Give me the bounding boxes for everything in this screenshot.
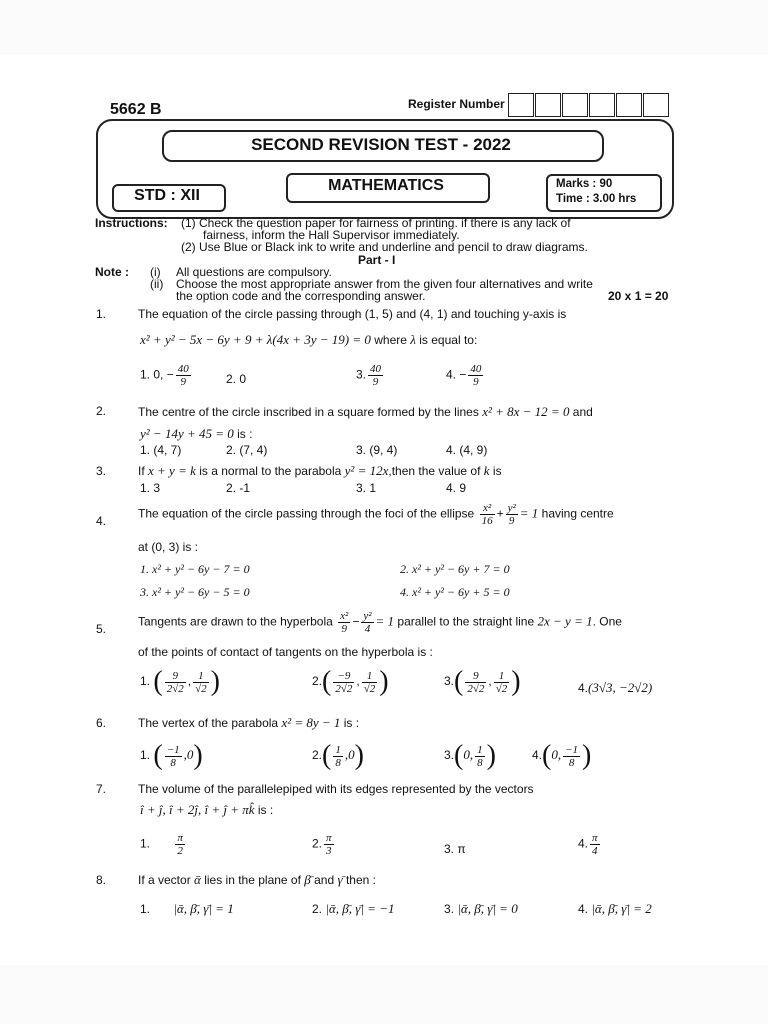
std-label: STD : XII	[134, 187, 200, 204]
numerator: 40	[470, 363, 482, 375]
option-label: 2.	[312, 902, 323, 916]
question-1-equation: x² + y² − 5x − 6y + 9 + λ(4x + 3y − 19) = 0	[140, 332, 371, 347]
numerator: 40	[370, 363, 382, 375]
denominator: 8	[170, 756, 176, 769]
option-3	[356, 363, 385, 388]
fraction	[333, 744, 343, 769]
question-4-equals: = 1	[519, 505, 539, 521]
fraction	[506, 502, 518, 527]
option-label: 3.	[356, 367, 367, 382]
instructions-label: Instructions:	[95, 216, 168, 230]
option-4: 4. 9	[446, 481, 467, 495]
question-8-and: and	[314, 873, 335, 887]
question-3-is: is	[492, 464, 502, 478]
option-4: 4. x² + y² − 6y + 5 = 0	[400, 585, 510, 599]
note-i-text: All questions are compulsory.	[176, 265, 332, 279]
option-3	[444, 901, 518, 917]
fraction	[333, 670, 354, 695]
option-3: 3.(0, $\frac{1}{8}$ )	[444, 740, 496, 771]
question-8-line	[138, 872, 376, 888]
subject-label: MATHEMATICS	[328, 177, 444, 194]
option-2: 2.( $\frac{1}{8}$ ,0)	[312, 740, 364, 771]
denominator: 9	[180, 376, 186, 388]
lambda-symbol: λ	[410, 332, 416, 347]
numerator: π	[177, 832, 183, 844]
option-2: 2. 0	[226, 372, 247, 386]
question-2-line	[138, 404, 593, 420]
denominator: √2	[195, 682, 207, 695]
register-box	[589, 93, 615, 117]
note-label: Note :	[95, 265, 129, 279]
question-7-tail: is :	[257, 803, 274, 817]
numerator: y²	[507, 502, 516, 514]
question-3-equation-2: y² = 12x	[344, 463, 389, 478]
question-5-line-2: of the points of contact of tangents on the hyperbola is :	[138, 645, 433, 659]
option-1	[140, 901, 234, 917]
option-label: 3.	[444, 674, 455, 689]
option-3: 3.( $\frac{9}{2√2}$ , $\frac{1}{√2}$ )	[444, 666, 521, 697]
numerator: 40	[177, 363, 189, 375]
question-6-line	[138, 715, 359, 731]
question-3-mid: is a normal to the parabola	[199, 464, 342, 478]
question-2-and: and	[572, 405, 593, 419]
question-3-line	[138, 463, 502, 479]
option-label: 1.	[140, 836, 151, 851]
fraction	[324, 832, 334, 857]
question-number: 2.	[96, 404, 107, 418]
denominator: 2√2	[335, 682, 353, 695]
numerator: 9	[465, 670, 486, 683]
numerator: 1	[335, 743, 341, 756]
option-1: 1. (4, 7)	[140, 443, 182, 457]
fraction	[475, 744, 485, 769]
question-number: 8.	[96, 873, 107, 887]
option-label: 1.	[140, 748, 151, 763]
denominator: 2√2	[166, 682, 184, 695]
question-1-where: where	[374, 333, 407, 347]
question-1-equation-line	[140, 332, 477, 348]
denominator: 3	[326, 845, 332, 857]
option-rest: ,0	[344, 747, 355, 763]
numerator: 9	[165, 670, 186, 683]
question-4-tail: having centre	[541, 506, 614, 521]
section-marks: 20 x 1 = 20	[608, 289, 669, 303]
beta-vector: β̄	[304, 872, 311, 887]
question-5-text: Tangents are drawn to the hyperbola	[138, 614, 333, 629]
option-4	[578, 832, 602, 857]
question-5-mid: parallel to the straight line	[397, 614, 535, 629]
option-2	[312, 832, 336, 857]
option-pre: 0,	[551, 747, 562, 763]
option-4	[578, 680, 652, 696]
denominator: √2	[495, 682, 508, 695]
question-number: 3.	[96, 464, 107, 478]
question-5-equals: = 1	[375, 613, 395, 629]
register-box	[508, 93, 534, 117]
note-ii-text-b: the option code and the corresponding answer.	[176, 289, 426, 303]
question-2-tail: is :	[237, 427, 253, 441]
register-number-label: Register Number	[408, 97, 505, 111]
note-ii-marker: (ii)	[150, 277, 164, 291]
question-number: 6.	[96, 716, 107, 730]
register-box	[562, 93, 588, 117]
question-3-tail: ,then the value of	[388, 464, 481, 478]
denominator: √2	[363, 682, 376, 695]
option-4	[446, 363, 485, 388]
fraction	[563, 744, 580, 769]
fraction	[468, 363, 483, 388]
instruction-1b: fairness, inform the Hall Supervisor immediately.	[203, 228, 460, 242]
option-label: 4.	[532, 748, 543, 763]
question-5-line: Tangents are drawn to the hyperbola $\frac{\text{x²}}{9}$ − $\frac{\text{y²}}{4}$ = 1 parallel to the straight line 2x − y = 1. One	[138, 610, 622, 635]
fraction	[361, 610, 373, 635]
denominator: 8	[335, 756, 341, 769]
question-4-line-2: at (0, 3) is :	[138, 540, 199, 554]
k-symbol: k	[483, 463, 490, 478]
fraction	[494, 670, 510, 695]
question-2-equation-1: x² + 8x − 12 = 0	[482, 404, 570, 419]
fraction	[590, 832, 600, 857]
option-value: |ᾱ, β̄, γ̄| = 0	[457, 901, 518, 916]
option-3: 3. x² + y² − 6y − 5 = 0	[140, 585, 250, 599]
option-label: 2.	[312, 748, 323, 763]
question-2-text: The centre of the circle inscribed in a square formed by the lines	[138, 405, 479, 419]
option-label: 3.	[444, 902, 455, 916]
option-2: 2. x² + y² − 6y + 7 = 0	[400, 562, 510, 576]
fraction	[165, 744, 182, 769]
option-2: 2.( $\frac{-9}{2√2}$ , $\frac{1}{√2}$ )	[312, 666, 389, 697]
fraction	[193, 670, 209, 695]
denominator: 4	[364, 623, 371, 635]
option-label: 3.	[444, 748, 455, 763]
option-label: 2.	[312, 674, 323, 689]
question-3-if: If	[138, 464, 145, 478]
denominator: 2	[177, 845, 183, 857]
denominator: 9	[473, 376, 479, 388]
question-1-text: The equation of the circle passing through (1, 5) and (4, 1) and touching y-axis is	[138, 307, 567, 321]
option-4: 4.(0, $\frac{-1}{8}$ )	[532, 740, 592, 771]
register-box	[616, 93, 642, 117]
option-4: 4. (4, 9)	[446, 443, 488, 457]
numerator: 1	[193, 670, 209, 683]
marks-label: Marks : 90	[556, 178, 613, 190]
question-5-tail: . One	[592, 614, 622, 629]
fraction	[480, 502, 495, 527]
question-number: 7.	[96, 782, 107, 796]
numerator: π	[592, 832, 598, 844]
denominator: 8	[568, 756, 575, 769]
question-2-line-2	[140, 426, 252, 442]
option-3: 3. 1	[356, 481, 377, 495]
gamma-vector: γ̄	[337, 872, 343, 887]
numerator: π	[326, 832, 332, 844]
question-7-vectors: î + ĵ, î + 2ĵ, î + ĵ + πk̂	[140, 802, 255, 817]
denominator: 4	[592, 845, 598, 857]
numerator: 1	[494, 670, 510, 683]
denominator: 9	[372, 376, 379, 388]
option-1: 1. x² + y² − 6y − 7 = 0	[140, 562, 250, 576]
register-box	[535, 93, 561, 117]
option-value: |ᾱ, β̄, γ̄| = 1	[173, 901, 234, 916]
option-2	[312, 901, 394, 917]
question-number: 4.	[96, 514, 107, 528]
question-8-pre: If a vector	[138, 873, 191, 887]
numerator: x²	[480, 502, 495, 515]
option-label: 4.	[578, 902, 589, 916]
option-label: 1.	[140, 902, 151, 916]
option-1	[140, 363, 193, 388]
fraction	[362, 670, 378, 695]
question-5-line-equation: 2x − y = 1	[537, 613, 593, 629]
option-value: |ᾱ, β̄, γ̄| = 2	[591, 901, 652, 916]
option-label: 1.	[140, 674, 151, 689]
option-2: 2. -1	[226, 481, 251, 495]
numerator: x²	[340, 610, 349, 622]
question-6-equation: x² = 8y − 1	[281, 715, 341, 730]
fraction	[175, 832, 185, 857]
question-number: 5.	[96, 622, 107, 636]
numerator: 1	[362, 670, 378, 683]
question-8-tail: then :	[345, 873, 376, 887]
option-1: 1. ( $\frac{-1}{8}$ ,0)	[140, 740, 203, 771]
option-value: (3√3, −2√2)	[588, 680, 653, 695]
question-6-text: The vertex of the parabola	[138, 716, 279, 730]
numerator: y²	[363, 610, 372, 622]
part-heading: Part - I	[358, 253, 396, 267]
question-6-tail: is :	[343, 716, 360, 730]
option-value: |ᾱ, β̄, γ̄| = −1	[325, 901, 395, 916]
question-7-text: The volume of the parallelepiped with its edges represented by the vectors	[138, 782, 534, 796]
option-label: 4.	[578, 681, 589, 695]
option-label: 4. −	[446, 367, 467, 382]
question-number: 1.	[96, 307, 107, 321]
instruction-1: (1) Check the question paper for fairness of printing. if there is any lack of	[181, 216, 571, 230]
option-3: 3. (9, 4)	[356, 443, 398, 457]
fraction	[176, 363, 191, 388]
option-rest: ,0	[183, 747, 194, 763]
option-4	[578, 901, 652, 917]
alpha-vector: ᾱ	[194, 872, 201, 887]
register-box	[643, 93, 669, 117]
note-i-marker: (i)	[150, 265, 161, 279]
question-4-text: The equation of the circle passing through the foci of the ellipse	[138, 506, 475, 521]
fraction	[165, 670, 186, 695]
paper-code: 5662 B	[110, 101, 162, 118]
question-4-line: The equation of the circle passing through the foci of the ellipse $\frac{\text{x²}}{16}$ + $\frac{\text{y²}}{9}$ = 1 having centre	[138, 502, 614, 527]
option-1	[140, 832, 187, 857]
numerator: −1	[166, 743, 180, 756]
question-2-equation-2: y² − 14y + 45 = 0	[140, 426, 234, 441]
instruction-2: (2) Use Blue or Black ink to write and underline and pencil to draw diagrams.	[181, 240, 588, 254]
fraction	[465, 670, 486, 695]
denominator: 8	[477, 756, 483, 769]
option-label: 1. 0, −	[140, 367, 174, 382]
option-2: 2. (7, 4)	[226, 443, 268, 457]
option-3: 3. π	[444, 842, 466, 856]
note-ii-text: Choose the most appropriate answer from the given four alternatives and write	[176, 277, 593, 291]
option-label: 2.	[312, 836, 323, 851]
denominator: 2√2	[467, 682, 485, 695]
denominator: 9	[508, 515, 515, 527]
question-1-tail: is equal to:	[419, 333, 478, 347]
numerator: 1	[477, 743, 483, 756]
numerator: −1	[565, 743, 579, 756]
question-8-mid: lies in the plane of	[204, 873, 301, 887]
exam-title: SECOND REVISION TEST - 2022	[251, 135, 511, 154]
fraction	[338, 610, 350, 635]
option-label: 4.	[578, 836, 589, 851]
option-1: 1. 3	[140, 481, 161, 495]
denominator: 16	[481, 515, 493, 527]
option-1: 1. ( $\frac{9}{2√2}$ , $\frac{1}{√2}$ )	[140, 666, 220, 697]
fraction	[368, 363, 383, 388]
numerator: −9	[333, 670, 354, 683]
option-pre: 0,	[463, 747, 474, 763]
denominator: 9	[341, 623, 347, 635]
question-3-equation-1: x + y = k	[148, 463, 196, 478]
time-label: Time : 3.00 hrs	[556, 193, 637, 205]
question-7-line-2	[140, 802, 273, 818]
